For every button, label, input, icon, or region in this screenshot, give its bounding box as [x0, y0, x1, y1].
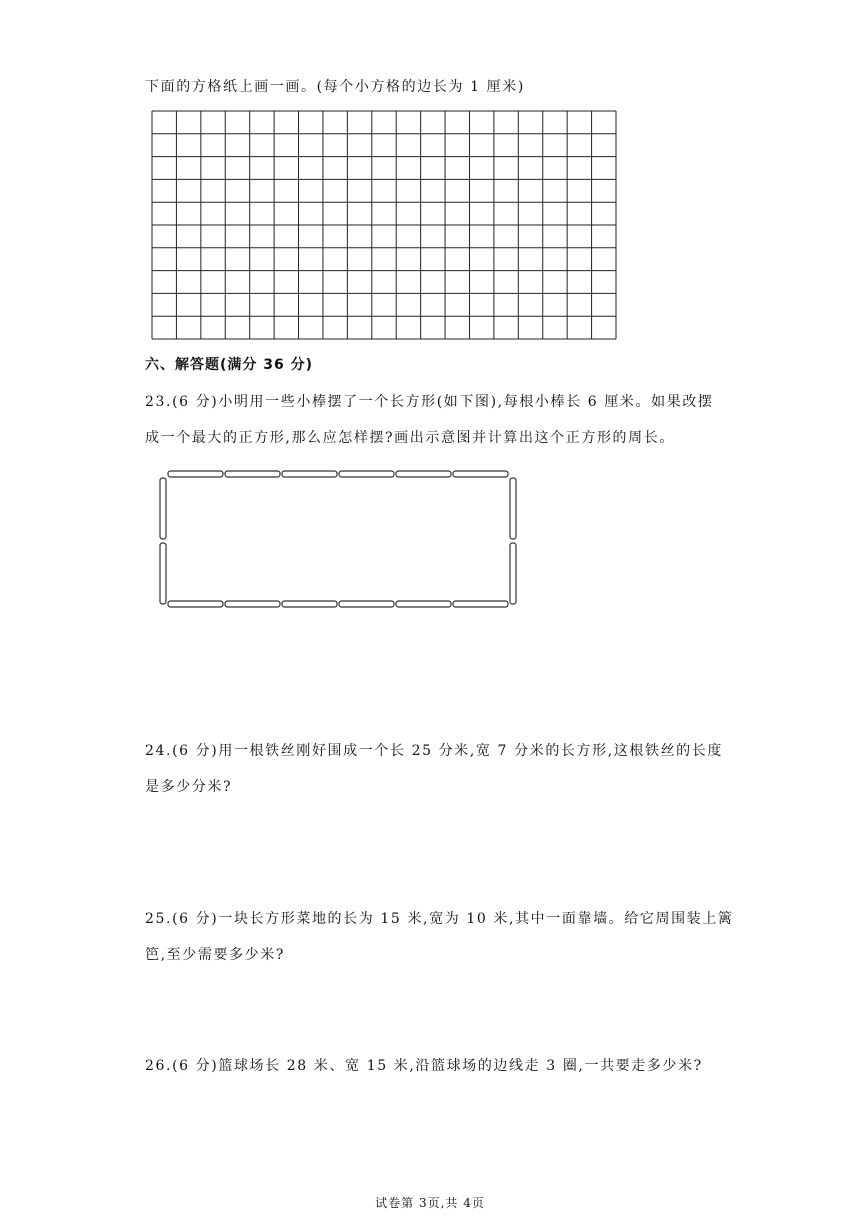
left-stick — [160, 543, 166, 604]
right-stick — [510, 478, 516, 539]
question-23-line-1: 23.(6 分)小明用一些小棒摆了一个长方形(如下图),每根小棒长 6 厘米。如果改摆 — [145, 394, 714, 410]
bottom-stick — [168, 601, 223, 607]
question-24-line-1: 24.(6 分)用一根铁丝刚好围成一个长 25 分米,宽 7 分米的长方形,这根铁丝的长度 — [145, 743, 723, 759]
question-25-line-1: 25.(6 分)一块长方形菜地的长为 15 米,宽为 10 米,其中一面靠墙。给它周围装上篱 — [145, 911, 734, 927]
top-stick — [396, 471, 451, 477]
top-stick — [282, 471, 337, 477]
intro-text: 下面的方格纸上画一画。(每个小方格的边长为 1 厘米) — [145, 79, 525, 95]
top-stick — [168, 471, 223, 477]
question-24-line-2: 是多少分米? — [145, 779, 233, 795]
bottom-stick — [396, 601, 451, 607]
bottom-stick — [453, 601, 508, 607]
top-stick — [453, 471, 508, 477]
right-stick — [510, 543, 516, 604]
bottom-stick — [225, 601, 280, 607]
top-stick — [339, 471, 394, 477]
left-stick — [160, 478, 166, 539]
top-stick — [225, 471, 280, 477]
page-footer: 试卷第 3页,共 4页 — [375, 1196, 485, 1210]
question-26-line-1: 26.(6 分)篮球场长 28 米、宽 15 米,沿篮球场的边线走 3 圈,一共要走多少米? — [145, 1058, 703, 1074]
stick-rectangle-figure — [157, 467, 521, 609]
question-25-line-2: 笆,至少需要多少米? — [145, 947, 285, 963]
section-title: 六、解答题(满分 36 分) — [145, 357, 314, 373]
square-grid-paper — [151, 110, 617, 340]
question-23-line-2: 成一个最大的正方形,那么应怎样摆?画出示意图并计算出这个正方形的周长。 — [145, 430, 675, 446]
bottom-stick — [282, 601, 337, 607]
bottom-stick — [339, 601, 394, 607]
